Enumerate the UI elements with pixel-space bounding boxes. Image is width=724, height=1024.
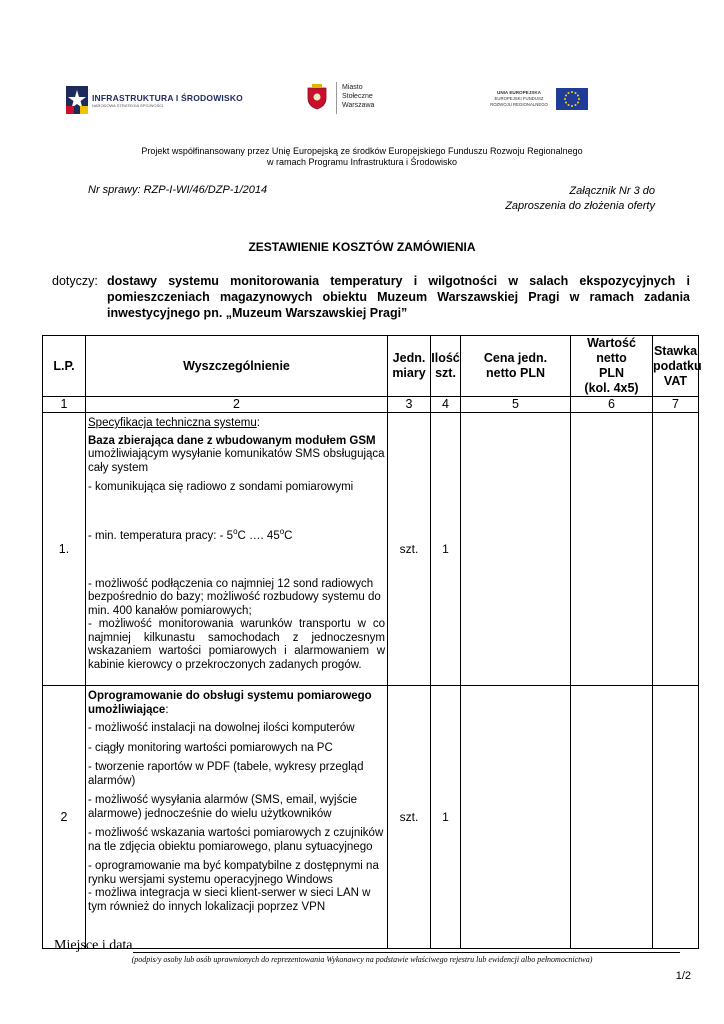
annex-line-1: Załącznik Nr 3 do	[569, 185, 655, 197]
eu-line-2: EUROPEJSKI FUNDUSZ	[494, 96, 544, 101]
header-value-line-1: Wartość netto	[587, 336, 636, 365]
software-item: - tworzenie raportów w PDF (tabele, wykresy przegląd alarmów)	[88, 761, 364, 787]
col-number: 5	[461, 397, 571, 413]
base-rest: umożliwiającym wysyłanie komunikatów SMS obsługująca cały system	[88, 448, 385, 474]
degree-sup: o	[233, 526, 238, 536]
table-row	[43, 413, 699, 686]
software-item: - oprogramowanie ma być kompatybilne z dostępnymi na rynku wersjami systemu operacyjnego Windows	[88, 860, 379, 886]
signature-note: (podpis/y osoby lub osób uprawnionych do reprezentowania Wykonawcy na podstawie właściwego rejestru lub ewidencji albo pełnomocnictwa)	[131, 955, 593, 964]
header-unit-line-1: Jedn.	[392, 351, 426, 365]
temp-part-2: C …. 45	[237, 529, 280, 542]
header-lp: L.P.	[43, 336, 86, 397]
document-title: ZESTAWIENIE KOSZTÓW ZAMÓWIENIA	[248, 240, 476, 254]
col-number: 4	[431, 397, 461, 413]
city-line-2: Stołeczne	[342, 93, 373, 100]
col-number: 1	[43, 397, 86, 413]
star-icon	[66, 86, 88, 114]
regarding-text: dostawy systemu monitorowania temperatury i wilgotności w salach ekspozycyjnych i pomieszczeniach magazynowych obiektu Muzeum Warszawskiej Pragi w ramach zadania inwestycyjnego pn. „Muzeum Warszawskiej Pragi”	[107, 274, 690, 320]
software-item: - możliwa integracja w sieci klient-serwer w sieci LAN w tym również do innych lokalizacji poprzez VPN	[88, 887, 371, 913]
spec-item: - możliwość podłączenia co najmniej 12 sond radiowych bezpośrednio do bazy; możliwość rozbudowy systemu do min. 400 kanałów pomiarowych;	[88, 577, 381, 617]
header-vat	[653, 336, 702, 397]
header-price-line-2: netto PLN	[485, 366, 546, 380]
row-quantity: 1	[431, 686, 461, 949]
annex-label	[505, 184, 655, 214]
header-value-line-2: PLN	[599, 366, 624, 380]
row-vat	[653, 686, 699, 949]
temp-part-3: C	[284, 529, 293, 542]
eu-text	[484, 90, 554, 108]
row-unit: szt.	[388, 686, 431, 949]
header-quantity	[431, 336, 461, 397]
spec-item-temperature	[88, 525, 385, 543]
spec-item: - możliwość monitorowania warunków transportu w co najmniej kilkunastu samochodach z jednoczesnym wskazaniem wartości pomiarowych i alarmowaniem w kabinie kierowcy o przekroczonych zadanych progów.	[88, 618, 385, 671]
col-number: 7	[653, 397, 699, 413]
infra-title: INFRASTRUKTURA I ŚRODOWISKO	[92, 93, 243, 103]
city-text	[342, 83, 374, 110]
funding-line-1: Projekt współfinansowany przez Unię Europejską ze środków Europejskiego Funduszu Rozwoju Regionalnego	[141, 146, 583, 156]
header-vat-line-3: VAT	[663, 373, 688, 388]
spec-title: Specyfikacja techniczna systemu	[88, 417, 257, 429]
base-title: Baza zbierająca dane z wbudowanym modułem GSM	[88, 434, 376, 447]
header-net-value	[571, 336, 653, 397]
table-row	[43, 686, 699, 949]
temp-part-1: - min. temperatura pracy: - 5	[88, 529, 234, 542]
city-line-3: Warszawa	[342, 102, 375, 109]
row-description	[86, 413, 388, 686]
column-number-row	[43, 397, 699, 413]
funding-note	[0, 146, 724, 168]
software-item: - możliwość instalacji na dowolnej ilości komputerów	[88, 722, 355, 734]
row-unit-price	[461, 413, 571, 686]
software-item: - możliwość wskazania wartości pomiarowych z czujników na tle zdjęcia obiektu pomiarowego, planu sytuacyjnego	[88, 827, 384, 853]
warszawa-logo	[306, 82, 396, 114]
header-unit-line-2: miary	[392, 366, 426, 380]
cost-table	[42, 335, 702, 949]
header-unit	[388, 336, 431, 397]
city-line-1: Miasto	[342, 84, 363, 91]
col-number: 3	[388, 397, 431, 413]
infrastruktura-logo	[66, 86, 243, 114]
eu-logo	[484, 88, 588, 112]
funding-line-2: w ramach Programu Infrastruktura i Środowisko	[266, 157, 458, 167]
degree-sup: o	[279, 526, 285, 536]
col-number: 2	[86, 397, 388, 413]
header-qty-line-2: szt.	[435, 366, 456, 380]
page-number: 1/2	[675, 970, 691, 982]
signature-line	[133, 952, 680, 953]
case-number: Nr sprawy: RZP-I-WI/46/DZP-1/2014	[88, 184, 268, 196]
header-row	[43, 336, 699, 397]
header-price-line-1: Cena jedn.	[483, 351, 548, 365]
row-lp: 1.	[43, 413, 86, 686]
software-colon: :	[165, 703, 169, 716]
eu-line-3: ROZWOJU REGIONALNEGO	[490, 102, 548, 107]
row-net-value	[571, 413, 653, 686]
row-description	[86, 686, 388, 949]
header-vat-line-2: podatku	[653, 358, 702, 373]
regarding-label: dotyczy:	[52, 274, 98, 288]
row-quantity: 1	[431, 413, 461, 686]
software-item: - ciągły monitoring wartości pomiarowych na PC	[88, 741, 333, 754]
crest-icon	[306, 84, 328, 110]
logo-separator	[336, 82, 337, 114]
spec-item: - komunikująca się radiowo z sondami pomiarowymi	[88, 481, 354, 493]
header-unit-price	[461, 336, 571, 397]
header-vat-line-1: Stawka	[653, 343, 698, 358]
infra-subtitle: NARODOWA STRATEGIA SPÓJNOŚCI	[92, 103, 164, 108]
row-unit: szt.	[388, 413, 431, 686]
annex-line-2: Zaproszenia do złożenia oferty	[505, 200, 655, 212]
eu-line-1: UNIA EUROPEJSKA	[497, 90, 541, 95]
spec-colon: :	[256, 417, 260, 429]
row-net-value	[571, 686, 653, 949]
eu-flag-icon	[556, 88, 588, 110]
header-description: Wyszczególnienie	[86, 336, 388, 397]
software-item: - możliwość wysyłania alarmów (SMS, email, wyjście alarmowe) jednocześnie do wielu użytkowników	[88, 794, 358, 820]
row-vat	[653, 413, 699, 686]
col-number: 6	[571, 397, 653, 413]
signature-label: Miejsce i data	[54, 938, 133, 953]
header-qty-line-1: Ilość	[431, 351, 460, 365]
row-unit-price	[461, 686, 571, 949]
header-value-line-3: (kol. 4x5)	[584, 381, 639, 395]
software-title: Oprogramowanie do obsługi systemu pomiarowego umożliwiające	[88, 690, 372, 716]
row-lp: 2	[43, 686, 86, 949]
